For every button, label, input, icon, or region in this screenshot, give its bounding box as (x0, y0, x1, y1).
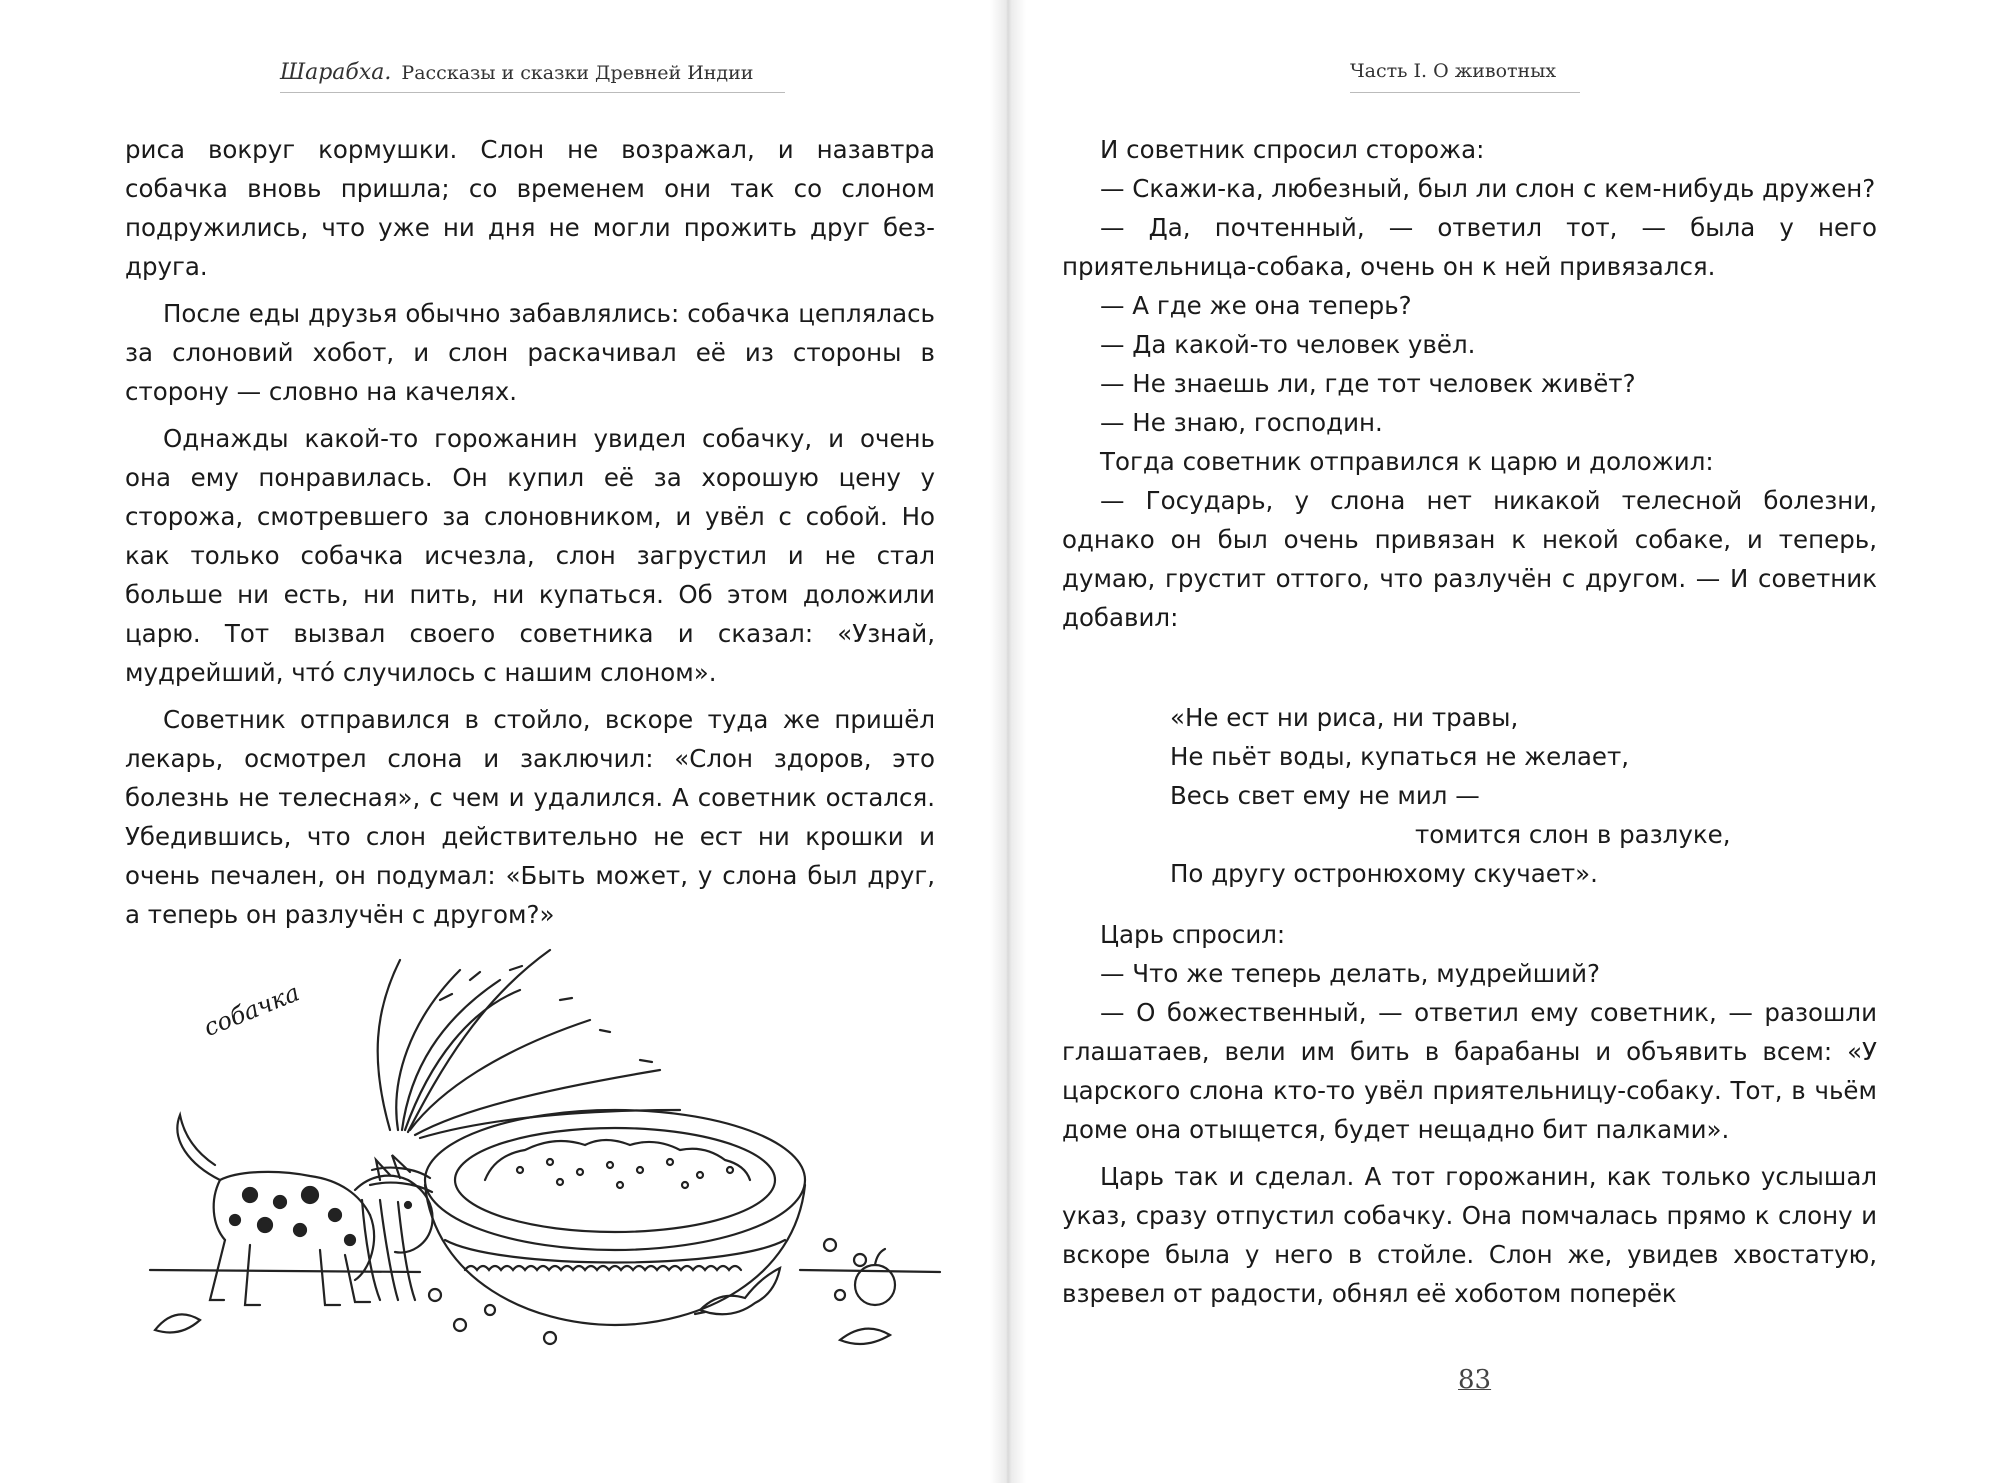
right-header-rule (1350, 92, 1580, 93)
verse (1170, 698, 1830, 893)
paragraph: — Не знаешь ли, где тот человек живёт? (1100, 369, 1636, 398)
paragraph: Царь так и сделал. А тот горожанин, как только услышал указ, сразу отпустил собачку. Она помчалась прямо к слону и вскоре была у него в стойле. Слон же, увидев хвостатую, взревел от радости, обнял её хоботом поперёк (1062, 1162, 1877, 1308)
verse-line: томится слон в разлуке, (1415, 820, 1731, 849)
paragraph: риса вокруг кормушки. Слон не возражал, и назавтра собачка вновь пришла; со временем они так со слоном подружились, что уже ни дня не могли прожить друг без-друга. (125, 135, 935, 281)
paragraph: — О божественный, — ответил ему советник, — разошли глашатаев, вели им бить в барабаны и объявить всем: «У царского слона кто-то увёл приятельницу-собаку. Тот, в чьём доме она отыщется, будет нещадно бит палками». (1062, 998, 1877, 1144)
paragraph: Тогда советник отправился к царю и доложил: (1100, 447, 1714, 476)
verse-line: «Не ест ни риса, ни травы, (1170, 703, 1519, 732)
right-running-header: Часть I. О животных (1350, 60, 1557, 82)
paragraph: — Не знаю, господин. (1100, 408, 1383, 437)
paragraph: — Да, почтенный, — ответил тот, — была у него приятельница-собака, очень он к ней привязался. (1062, 213, 1877, 281)
left-running-header (280, 60, 753, 85)
paragraph: — Скажи-ка, любезный, был ли слон с кем-нибудь дружен? (1100, 174, 1876, 203)
verse-line: По другу остронюхому скучает». (1170, 859, 1598, 888)
verse-line: Весь свет ему не мил — (1170, 781, 1480, 810)
paragraph: Царь спросил: (1100, 920, 1286, 949)
paragraph: Советник отправился в стойло, вскоре туда же пришёл лекарь, осмотрел слона и заключил: «Слон здоров, это болезнь не телесная», с чем и удалился. А советник остался. Убедившись, что слон действительно не ест ни крошки и очень печален, он подумал: «Быть может, у слона был друг, а теперь он разлучён с другом?» (125, 705, 935, 929)
left-header-rule (280, 92, 785, 93)
illustration-caption: собачка (199, 978, 304, 1042)
left-page-text (125, 130, 935, 934)
paragraph: — А где же она теперь? (1100, 291, 1412, 320)
right-page-text-continued (1062, 915, 1877, 1313)
book-title: Рассказы и сказки Древней Индии (401, 62, 754, 84)
page-number: 83 (1458, 1365, 1492, 1395)
paragraph: После еды друзья обычно забавлялись: собачка цеплялась за слоновий хобот, и слон раскачивал её из стороны в сторону — словно на качелях. (125, 299, 935, 406)
paragraph: — Да какой-то человек увёл. (1100, 330, 1476, 359)
right-page-text (1062, 130, 1877, 637)
paragraph: — Государь, у слона нет никакой телесной болезни, однако он был очень привязан к некой собаке, и теперь, думаю, грустит оттого, что разлучён с другом. — И советник добавил: (1062, 486, 1877, 632)
series-name: Шарабха. (280, 60, 392, 85)
paragraph: И советник спросил сторожа: (1100, 135, 1485, 164)
paragraph: — Что же теперь делать, мудрейший? (1100, 959, 1600, 988)
verse-line: Не пьёт воды, купаться не желает, (1170, 742, 1630, 771)
paragraph: Однажды какой-то горожанин увидел собачку, и очень она ему понравилась. Он купил её за хорошую цену у сторожа, смотревшего за слоновником, и увёл с собой. Но как только собачка исчезла, слон загрустил и не стал больше ни есть, ни пить, ни купаться. Об этом доложили царю. Тот вызвал своего советника и сказал: «Узнай, мудрейший, что́ случилось с нашим слоном». (125, 424, 935, 687)
